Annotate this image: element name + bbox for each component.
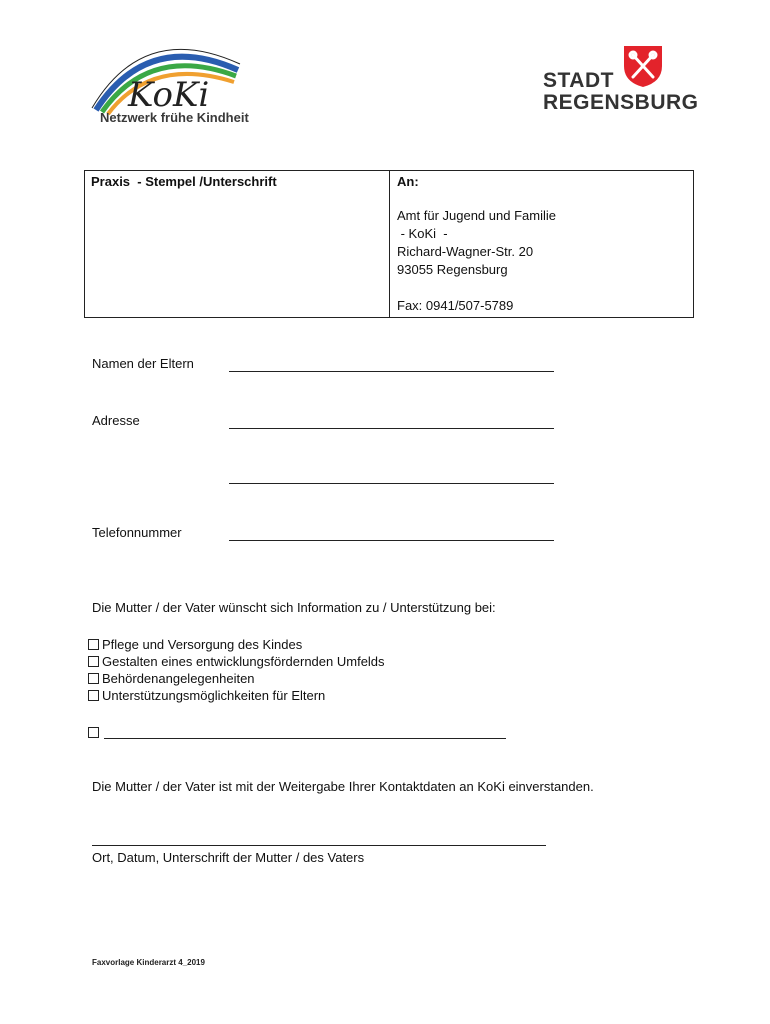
regensburg-crest-icon [622,44,664,88]
checkbox[interactable] [88,656,99,667]
option-label: Pflege und Versorgung des Kindes [102,637,303,652]
signature-field[interactable] [92,845,546,846]
signature-label: Ort, Datum, Unterschrift der Mutter / des Vaters [92,850,365,865]
koki-tagline: Netzwerk frühe Kindheit [100,110,249,125]
phone-label: Telefonnummer [92,525,182,540]
parents-name-field[interactable] [229,370,554,372]
checkbox[interactable] [88,690,99,701]
option-label: Unterstützungsmöglichkeiten für Eltern [102,688,326,703]
recipient-fax: Fax: 0941/507-5789 [397,298,514,313]
option-care-row[interactable] [88,636,302,653]
address-field-line2[interactable] [229,482,554,484]
consent-text: Die Mutter / der Vater ist mit der Weitergabe Ihrer Kontaktdaten an KoKi einverstanden. [92,779,594,794]
checkbox[interactable] [88,639,99,650]
footer-note: Faxvorlage Kinderarzt 4_2019 [92,958,205,967]
option-support-row[interactable] [88,687,325,704]
praxis-stamp-label: Praxis - Stempel /Unterschrift [91,174,277,189]
address-table [84,170,694,318]
checkbox[interactable] [88,673,99,684]
checkbox[interactable] [88,727,99,738]
option-other-row[interactable] [88,724,506,741]
other-option-field[interactable] [104,726,506,739]
info-intro-text: Die Mutter / der Vater wünscht sich Information zu / Unterstützung bei: [92,600,496,615]
table-divider [389,171,390,317]
option-label: Behördenangelegenheiten [102,671,255,686]
recipient-line: Richard-Wagner-Str. 20 [397,244,534,259]
phone-field[interactable] [229,539,554,541]
option-environment-row[interactable] [88,653,385,670]
city-name-line2: REGENSBURG [543,91,699,114]
recipient-line: Amt für Jugend und Familie [397,208,556,223]
city-name-line1: STADT [543,69,614,92]
parents-name-label: Namen der Eltern [92,356,194,371]
option-authorities-row[interactable] [88,670,255,687]
recipient-line: 93055 Regensburg [397,262,508,277]
recipient-label: An: [397,174,419,189]
koki-wordmark: KoKi [128,75,210,115]
address-field-line1[interactable] [229,427,554,429]
option-label: Gestalten eines entwicklungsfördernden Umfelds [102,654,385,669]
recipient-line: - KoKi - [397,226,448,241]
address-label: Adresse [92,413,140,428]
